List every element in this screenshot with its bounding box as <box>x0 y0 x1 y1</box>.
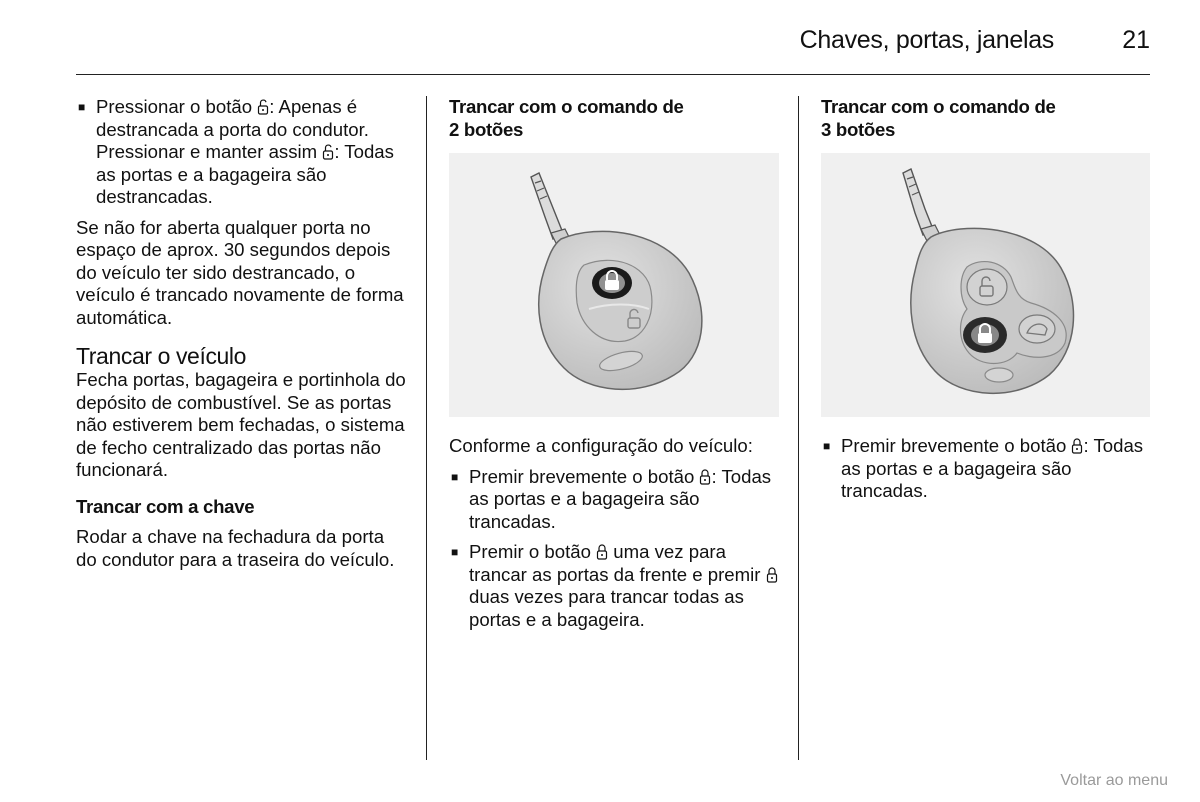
column-2 <box>449 96 779 639</box>
subheading: Trancar com o comando de 2 botões <box>449 96 684 140</box>
subheading: Trancar com o comando de 3 botões <box>821 96 1056 140</box>
list-item: ■ Premir brevemente o botão : Todas as portas e a bagageira são trancadas. <box>449 466 779 534</box>
lock-icon <box>766 566 778 583</box>
list-item: ■ Pressionar o botão : Apenas é destrancada a porta do condutor. Pressionar e manter assim : Todas as portas e a bagageira são destrancadas. <box>76 96 408 209</box>
list-item: ■ Premir o botão uma vez para trancar as portas da frente e premir duas vezes para trancar todas as portas e a bagageira. <box>449 541 779 631</box>
section-heading: Trancar o veículo <box>76 343 247 369</box>
paragraph: Conforme a configuração do veículo: <box>449 435 753 456</box>
column-divider <box>798 96 799 760</box>
back-to-menu-link[interactable]: Voltar ao menu <box>1060 772 1168 789</box>
column-1 <box>76 96 408 579</box>
paragraph: Fecha portas, bagageira e portinhola do depósito de combustível. Se as portas não estiverem bem fechadas, o sistema de fecho centralizado das portas não funcionará. <box>76 369 406 480</box>
unlock-icon <box>257 98 269 115</box>
paragraph: Rodar a chave na fechadura da porta do condutor para a traseira do veículo. <box>76 526 395 570</box>
lock-icon <box>596 543 608 560</box>
paragraph: Se não for aberta qualquer porta no espaço de aprox. 30 segundos depois do veículo ter sido destrancado, o veículo é trancado novamente de forma automática. <box>76 216 404 328</box>
page-header-title: Chaves, portas, janelas <box>799 26 1054 54</box>
unlock-icon <box>322 143 334 160</box>
column-3 <box>821 96 1151 511</box>
subheading: Trancar com a chave <box>76 495 255 517</box>
list-item: ■ Premir brevemente o botão : Todas as portas e a bagageira são trancadas. <box>821 435 1151 503</box>
remote-key-3-buttons-illustration <box>821 153 1150 417</box>
column-divider <box>426 96 427 760</box>
header-rule <box>76 74 1150 75</box>
remote-key-2-buttons-illustration <box>449 153 779 417</box>
lock-icon <box>1071 437 1083 454</box>
page-number: 21 <box>1122 26 1150 54</box>
lock-icon <box>699 468 711 485</box>
